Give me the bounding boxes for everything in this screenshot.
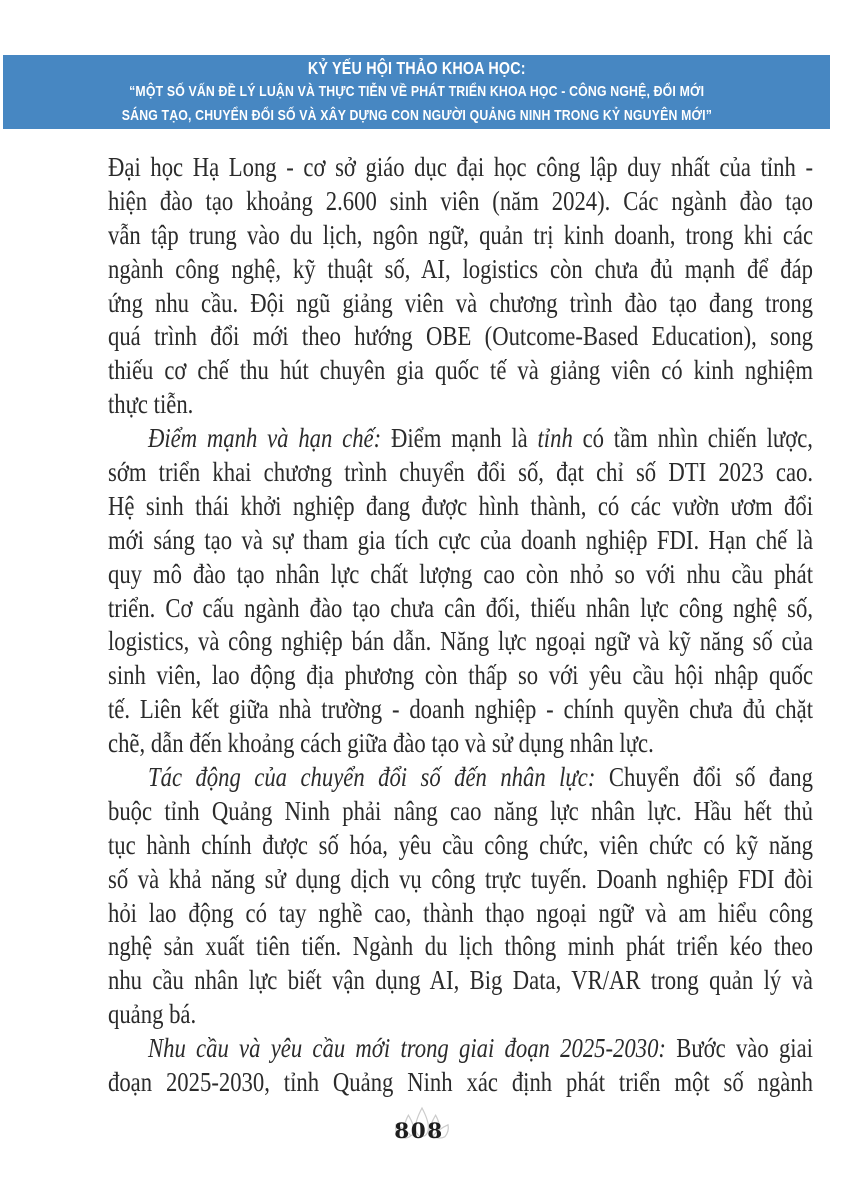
- body-text: logistics, và công nghiệp bán dẫn. Năng lực ngoại ngữ và kỹ năng số của: [108, 626, 813, 657]
- body-text: sớm triển khai chương trình chuyển đổi số, đạt chỉ số DTI 2023 cao.: [108, 457, 814, 488]
- body-line: [108, 863, 813, 897]
- body-text: Chuyển đổi số đang: [595, 762, 813, 793]
- body-line: [108, 930, 813, 964]
- body-text: chẽ, dẫn đến khoảng cách giữa đào tạo và sử dụng nhân lực.: [108, 728, 654, 759]
- body-line: [108, 422, 813, 456]
- body-text: thực tiễn.: [108, 389, 194, 420]
- body-line: [108, 185, 813, 219]
- body-line: [108, 287, 813, 321]
- body-text: mới sáng tạo và sự tham gia tích cực của doanh nghiệp FDI. Hạn chế là: [108, 524, 814, 555]
- body-line: [108, 456, 813, 490]
- body-text: sinh viên, lao động địa phương còn thấp so với yêu cầu hội nhập quốc: [108, 660, 814, 691]
- body-line: [108, 388, 813, 422]
- body-line: [108, 897, 813, 931]
- body-text: quảng bá.: [108, 999, 197, 1030]
- body-text: nghệ sản xuất tiên tiến. Ngành du lịch thông minh phát triển kéo theo: [108, 931, 813, 962]
- body-line: [108, 219, 813, 253]
- body-text: buộc tỉnh Quảng Ninh phải nâng cao năng lực nhân lực. Hầu hết thủ: [108, 795, 813, 826]
- body-line: [108, 320, 813, 354]
- body-text: hiện đào tạo khoảng 2.600 sinh viên (năm 2024). Các ngành đào tạo: [108, 185, 814, 216]
- body-text: Bước vào giai: [665, 1033, 813, 1064]
- body-text-italic: Điểm mạnh và hạn chế:: [148, 423, 382, 454]
- body-line: [108, 761, 813, 795]
- body-text-italic: Nhu cầu và yêu cầu mới trong giai đoạn 2025-2030:: [148, 1033, 666, 1064]
- body-text: Hệ sinh thái khởi nghiệp đang được hình thành, có các vườn ươm đổi: [108, 490, 814, 521]
- body-line: [108, 998, 813, 1032]
- body-text: số và khả năng sử dụng dịch vụ công trực tuyến. Doanh nghiệp FDI đòi: [108, 863, 813, 894]
- body-text-italic: tỉnh: [537, 423, 573, 454]
- body-line: [108, 625, 813, 659]
- banner-subtitle-line-1: “MỘT SỐ VẤN ĐỀ LÝ LUẬN VÀ THỰC TIỄN VỀ PHÁT TRIỂN KHOA HỌC - CÔNG NGHỆ, ĐỔI MỚI: [128, 83, 705, 100]
- body-line: [108, 1066, 813, 1100]
- body-text: Điểm mạnh là: [381, 423, 538, 454]
- conference-banner: [3, 55, 830, 129]
- body-text: vẫn tập trung vào du lịch, ngôn ngữ, quản trị kinh doanh, trong khi các: [108, 219, 814, 250]
- body-line: [108, 1032, 813, 1066]
- body-line: [108, 490, 813, 524]
- body-line: [108, 253, 813, 287]
- body-line: [108, 354, 813, 388]
- body-text: nhu cầu nhân lực biết vận dụng AI, Big Data, VR/AR trong quản lý và: [108, 965, 813, 996]
- body-line: [108, 524, 813, 558]
- body-text: tục hành chính được số hóa, yêu cầu công chức, viên chức có kỹ năng: [108, 829, 814, 860]
- body-line: [108, 151, 813, 185]
- body-text: ứng nhu cầu. Đội ngũ giảng viên và chương trình đào tạo đang trong: [108, 287, 814, 318]
- body-text: đoạn 2025-2030, tỉnh Quảng Ninh xác định phát triển một số ngành: [108, 1067, 813, 1098]
- page-footer: [0, 1101, 845, 1161]
- body-line: [108, 558, 813, 592]
- body-text: quá trình đổi mới theo hướng OBE (Outcome-Based Education), song: [108, 321, 814, 352]
- body-line: [108, 693, 813, 727]
- page-number: 808: [394, 1119, 444, 1144]
- body-line: [108, 964, 813, 998]
- body-text: Đại học Hạ Long - cơ sở giáo dục đại học công lập duy nhất của tỉnh -: [108, 152, 814, 182]
- body-line: [108, 659, 813, 693]
- body-line: [108, 829, 813, 863]
- banner-title: KỶ YẾU HỘI THẢO KHOA HỌC:: [307, 58, 526, 78]
- body-line: [108, 727, 813, 761]
- body-text: quy mô đào tạo nhân lực chất lượng cao còn nhỏ so với nhu cầu phát: [108, 558, 814, 589]
- page-body-text: [108, 151, 813, 1100]
- body-text: thiếu cơ chế thu hút chuyên gia quốc tế và giảng viên có kinh nghiệm: [108, 355, 813, 386]
- banner-subtitle-line-2: SÁNG TẠO, CHUYỂN ĐỔI SỐ VÀ XÂY DỰNG CON NGƯỜI QUẢNG NINH TRONG KỶ NGUYÊN MỚI”: [121, 107, 712, 124]
- body-text: có tầm nhìn chiến lược,: [572, 423, 813, 454]
- body-text: ngành công nghệ, kỹ thuật số, AI, logistics còn chưa đủ mạnh để đáp: [108, 253, 814, 284]
- body-text: triển. Cơ cấu ngành đào tạo chưa cân đối, thiếu nhân lực công nghệ số,: [108, 592, 814, 623]
- body-line: [108, 795, 813, 829]
- body-text: hỏi lao động có tay nghề cao, thành thạo ngoại ngữ và am hiểu công: [108, 897, 814, 928]
- body-text: tế. Liên kết giữa nhà trường - doanh nghiệp - chính quyền chưa đủ chặt: [108, 694, 813, 725]
- body-text-italic: Tác động của chuyển đổi số đến nhân lực:: [148, 762, 596, 793]
- body-line: [108, 592, 813, 626]
